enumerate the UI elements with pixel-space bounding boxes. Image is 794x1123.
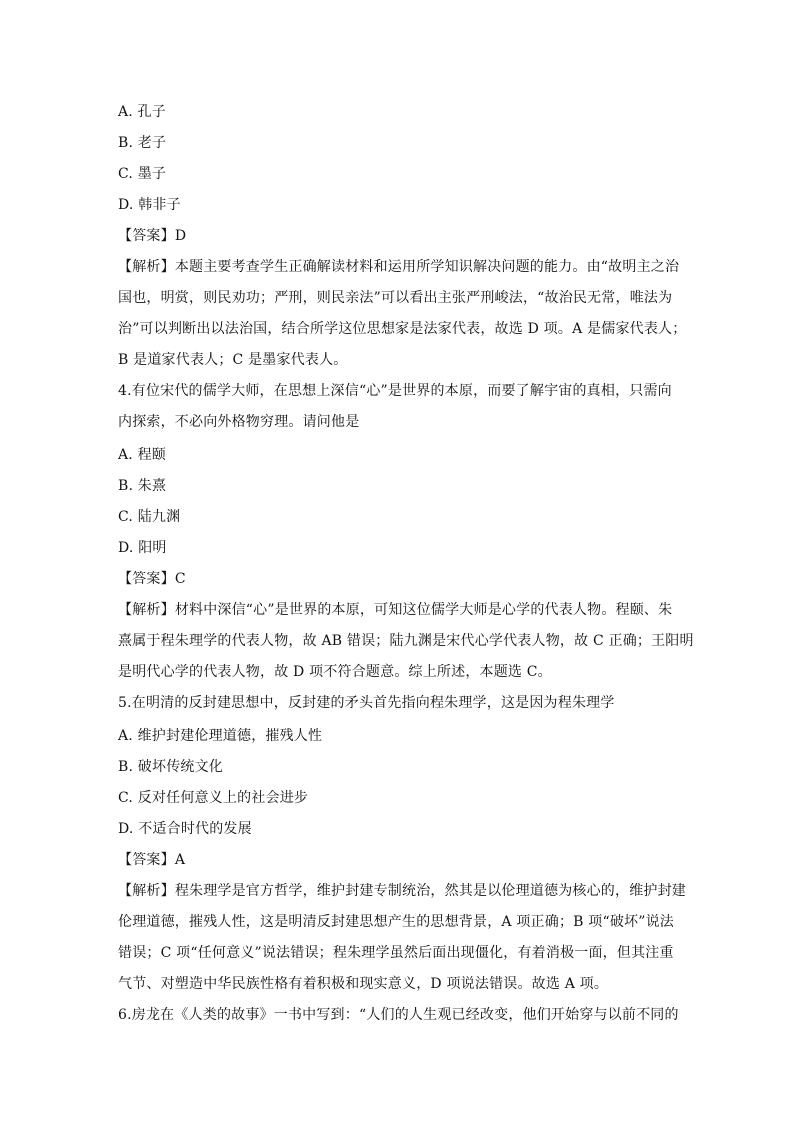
q4-option-c: C. 陆九渊	[118, 509, 181, 525]
analysis-text: 本题主要考查学生正确解读材料和运用所学知识解决问题的能力。由“故明主之治	[174, 259, 680, 275]
answer-value: A	[174, 852, 186, 868]
q3-analysis-line-3: 治”可以判断出以法治国，结合所学这位思想家是法家代表，故选 D 项。A 是儒家代表人；	[118, 321, 687, 337]
q4-analysis-line-3: 是明代心学的代表人物，故 D 项不符合题意。综上所述，本题选 C。	[118, 664, 552, 680]
answer-value: C	[174, 571, 186, 587]
q5-analysis-line-2: 伦理道德，摧残人性，这是明清反封建思想产生的思想背景，A 项正确；B 项“破坏”说法	[118, 914, 675, 930]
q3-option-a: A. 孔子	[118, 104, 167, 120]
q4-question-line-2: 内探索，不必向外格物穷理。请问他是	[118, 414, 360, 430]
q3-answer	[118, 226, 678, 246]
q3-analysis-line-4: B 是道家代表人；C 是墨家代表人。	[118, 352, 348, 368]
q5-answer	[118, 850, 678, 870]
q5-option-b: B. 破坏传统文化	[118, 759, 223, 775]
q5-question-line-1: 5.在明清的反封建思想中，反封建的矛头首先指向程朱理学，这是因为程朱理学	[118, 695, 615, 711]
analysis-label: 【解析】	[118, 259, 175, 275]
q3-option-c: C. 墨子	[118, 166, 167, 182]
analysis-text: 程朱理学是官方哲学，维护封建专制统治，然其是以伦理道德为核心的，维护封建	[174, 883, 687, 899]
answer-label: 【答案】	[118, 852, 175, 868]
q4-question-line-1: 4.有位宋代的儒学大师，在思想上深信“心”是世界的本原，而要了解宇宙的真相，只需向	[118, 383, 672, 399]
q3-option-b: B. 老子	[118, 135, 167, 151]
q4-option-a: A. 程颐	[118, 447, 167, 463]
q4-analysis-line-2: 熹属于程朱理学的代表人物，故 AB 错误；陆九渊是宋代心学代表人物，故 C 正确；王阳明	[118, 633, 694, 649]
analysis-text: 材料中深信“心”是世界的本原，可知这位儒学大师是心学的代表人物。程颐、朱	[174, 602, 673, 618]
answer-label: 【答案】	[118, 571, 175, 587]
q5-analysis-line-4: 气节、对塑造中华民族性格有着积极和现实意义，D 项说法错误。故选 A 项。	[118, 976, 609, 992]
q5-option-c: C. 反对任何意义上的社会进步	[118, 790, 309, 806]
q5-analysis-line-3: 错误；C 项“任何意义”说法错误；程朱理学虽然后面出现僵化，有着消极一面，但其注重	[118, 945, 674, 961]
q5-analysis-line-1	[118, 881, 687, 901]
q5-option-d: D. 不适合时代的发展	[118, 821, 252, 837]
q3-option-d: D. 韩非子	[118, 197, 181, 213]
analysis-label: 【解析】	[118, 883, 175, 899]
q3-analysis-line-2: 国也，明赏，则民劝功；严刑，则民亲法”可以看出主张严刑峻法，“故治民无常，唯法为	[118, 290, 673, 306]
q4-option-b: B. 朱熹	[118, 478, 167, 494]
analysis-label: 【解析】	[118, 602, 175, 618]
q5-option-a: A. 维护封建伦理道德，摧残人性	[118, 728, 323, 744]
q6-question-line-1: 6.房龙在《人类的故事》一书中写到：“人们的人生观已经改变，他们开始穿与以前不同的	[118, 1007, 679, 1023]
q3-analysis-line-1	[118, 257, 678, 277]
q4-answer	[118, 569, 678, 589]
q4-option-d: D. 阳明	[118, 540, 167, 556]
answer-value: D	[174, 228, 187, 244]
answer-label: 【答案】	[118, 228, 175, 244]
q4-analysis-line-1	[118, 600, 678, 620]
